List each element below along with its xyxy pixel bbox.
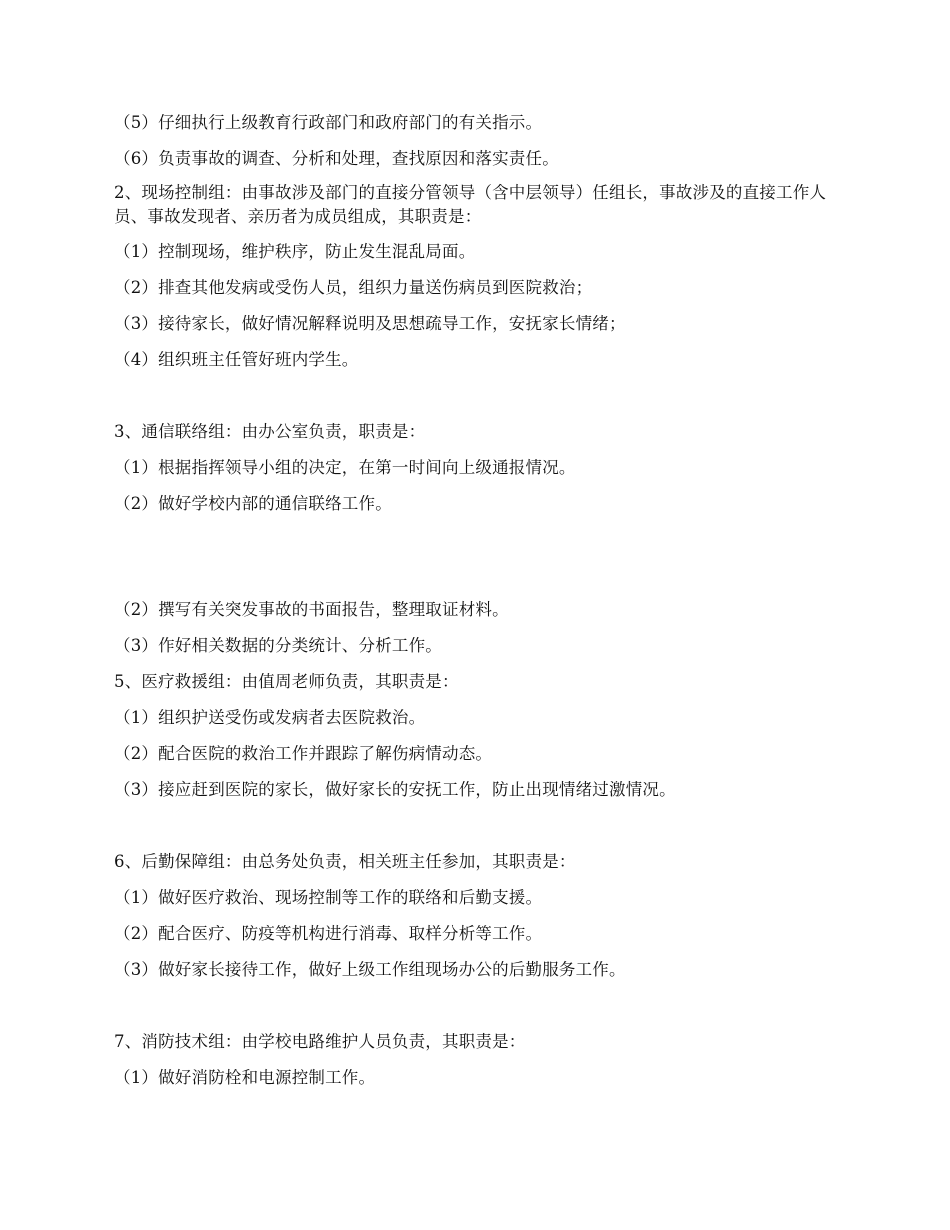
paragraph-item-1: （1）组织护送受伤或发病者去医院救治。	[114, 708, 426, 727]
section-5-heading: 5、医疗救援组：由值周老师负责，其职责是：	[114, 672, 459, 691]
paragraph-item-1: （1）根据指挥领导小组的决定，在第一时间向上级通报情况。	[114, 458, 576, 477]
paragraph-item-1: （1）做好医疗救治、现场控制等工作的联络和后勤支援。	[114, 888, 543, 907]
paragraph-item-3: （3）作好相关数据的分类统计、分析工作。	[114, 636, 442, 655]
paragraph-item-3: （3）接应赶到医院的家长，做好家长的安抚工作，防止出现情绪过激情况。	[114, 780, 676, 799]
paragraph-item-2: （2）配合医院的救治工作并跟踪了解伤病情动态。	[114, 744, 493, 763]
section-6-heading: 6、后勤保障组：由总务处负责，相关班主任参加，其职责是：	[114, 852, 576, 871]
paragraph-item-3: （3）接待家长，做好情况解释说明及思想疏导工作，安抚家长情绪；	[114, 314, 626, 333]
paragraph-item-2: （2）配合医疗、防疫等机构进行消毒、取样分析等工作。	[114, 924, 543, 943]
section-7-heading: 7、消防技术组：由学校电路维护人员负责，其职责是：	[114, 1032, 526, 1051]
paragraph-item-1: （1）做好消防栓和电源控制工作。	[114, 1068, 376, 1087]
paragraph-item-4: （4）组织班主任管好班内学生。	[114, 350, 359, 369]
paragraph-item-3: （3）做好家长接待工作，做好上级工作组现场办公的后勤服务工作。	[114, 960, 626, 979]
paragraph-item-1: （1）控制现场，维护秩序，防止发生混乱局面。	[114, 242, 476, 261]
section-3-heading: 3、通信联络组：由办公室负责，职责是：	[114, 422, 426, 441]
paragraph-item-5: （5）仔细执行上级教育行政部门和政府部门的有关指示。	[114, 113, 543, 132]
paragraph-item-2: （2）做好学校内部的通信联络工作。	[114, 494, 392, 513]
paragraph-item-2: （2）排查其他发病或受伤人员，组织力量送伤病员到医院救治；	[114, 278, 593, 297]
paragraph-item-6: （6）负责事故的调查、分析和处理，查找原因和落实责任。	[114, 149, 559, 168]
paragraph-item-2: （2）撰写有关突发事故的书面报告，整理取证材料。	[114, 600, 509, 619]
section-2-heading: 2、现场控制组：由事故涉及部门的直接分管领导（含中层领导）任组长，事故涉及的直接工作人员、事故发现者、亲历者为成员组成，其职责是：	[114, 183, 827, 226]
